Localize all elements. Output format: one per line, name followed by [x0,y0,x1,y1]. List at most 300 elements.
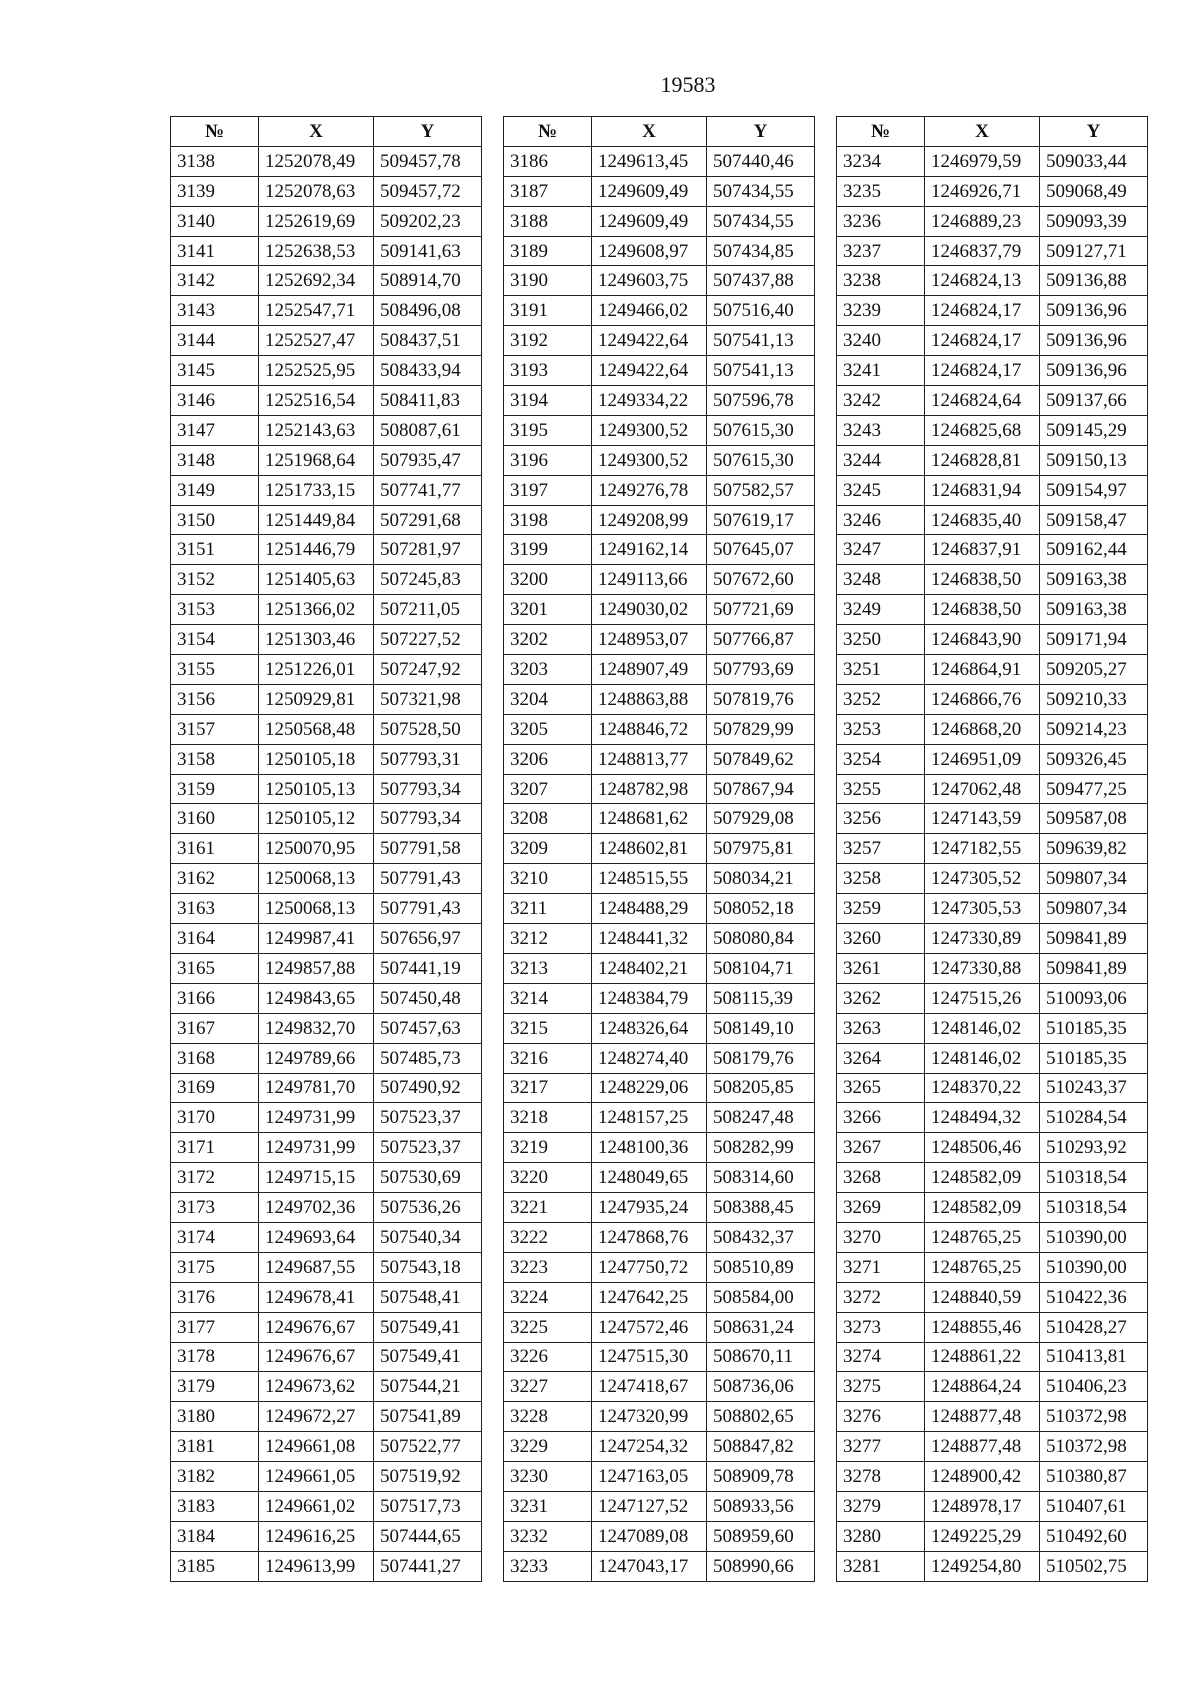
cell-x: 1246824,17 [925,296,1040,326]
cell-x: 1248765,25 [925,1222,1040,1252]
table-header-row [837,117,1148,147]
cell-y: 508584,00 [707,1282,815,1312]
cell-x: 1252078,63 [259,176,374,206]
cell-point-number: 3233 [504,1551,592,1581]
cell-y: 507211,05 [374,595,482,625]
cell-point-number: 3164 [171,924,259,954]
cell-point-number: 3226 [504,1342,592,1372]
table-row [837,714,1148,744]
cell-point-number: 3252 [837,684,925,714]
table-row [837,1432,1148,1462]
table-row [504,1193,815,1223]
table-row [504,1491,815,1521]
cell-x: 1246979,59 [925,146,1040,176]
cell-y: 507791,43 [374,894,482,924]
table-row [837,565,1148,595]
cell-y: 509807,34 [1040,894,1148,924]
cell-y: 507522,77 [374,1432,482,1462]
cell-point-number: 3162 [171,864,259,894]
table-row [504,1312,815,1342]
table-row [504,625,815,655]
cell-y: 507596,78 [707,386,815,416]
cell-x: 1250068,13 [259,864,374,894]
cell-x: 1247043,17 [592,1551,707,1581]
cell-x: 1249693,64 [259,1222,374,1252]
table-row [837,1342,1148,1372]
cell-y: 509477,25 [1040,774,1148,804]
cell-point-number: 3215 [504,1013,592,1043]
cell-x: 1249609,49 [592,206,707,236]
cell-y: 508933,56 [707,1491,815,1521]
table-row [171,1282,482,1312]
cell-y: 507437,88 [707,266,815,296]
cell-y: 510185,35 [1040,1043,1148,1073]
table-row [504,176,815,206]
table-row [504,804,815,834]
cell-y: 507444,65 [374,1521,482,1551]
cell-y: 510372,98 [1040,1402,1148,1432]
cell-x: 1249678,41 [259,1282,374,1312]
table-row [837,1462,1148,1492]
cell-y: 509171,94 [1040,625,1148,655]
cell-x: 1248488,29 [592,894,707,924]
table-row [837,894,1148,924]
cell-x: 1246926,71 [925,176,1040,206]
cell-y: 507935,47 [374,445,482,475]
cell-y: 509136,96 [1040,296,1148,326]
table-row [504,864,815,894]
cell-point-number: 3209 [504,834,592,864]
cell-x: 1251366,02 [259,595,374,625]
cell-point-number: 3263 [837,1013,925,1043]
cell-x: 1246843,90 [925,625,1040,655]
table-header-row [171,117,482,147]
table-row [837,1312,1148,1342]
table-row [837,1222,1148,1252]
cell-x: 1247642,25 [592,1282,707,1312]
table-row [837,1491,1148,1521]
cell-x: 1250929,81 [259,684,374,714]
cell-x: 1248326,64 [592,1013,707,1043]
table-row [837,475,1148,505]
cell-point-number: 3199 [504,535,592,565]
cell-point-number: 3188 [504,206,592,236]
cell-x: 1249162,14 [592,535,707,565]
table-row [504,1342,815,1372]
cell-point-number: 3237 [837,236,925,266]
cell-point-number: 3193 [504,356,592,386]
cell-y: 508990,66 [707,1551,815,1581]
cell-point-number: 3223 [504,1252,592,1282]
cell-point-number: 3247 [837,535,925,565]
cell-y: 507291,68 [374,505,482,535]
table-row [171,684,482,714]
table-row [504,1521,815,1551]
cell-y: 508205,85 [707,1073,815,1103]
cell-point-number: 3178 [171,1342,259,1372]
cell-x: 1249731,99 [259,1103,374,1133]
table-row [504,744,815,774]
cell-point-number: 3139 [171,176,259,206]
table-row [171,1372,482,1402]
table-row [504,146,815,176]
cell-y: 507791,43 [374,864,482,894]
cell-y: 507441,27 [374,1551,482,1581]
cell-y: 507434,85 [707,236,815,266]
table-row [504,386,815,416]
cell-x: 1247515,30 [592,1342,707,1372]
cell-point-number: 3246 [837,505,925,535]
cell-point-number: 3276 [837,1402,925,1432]
cell-point-number: 3231 [504,1491,592,1521]
cell-point-number: 3144 [171,326,259,356]
table-row [837,804,1148,834]
cell-y: 507819,76 [707,684,815,714]
cell-point-number: 3256 [837,804,925,834]
cell-point-number: 3259 [837,894,925,924]
cell-point-number: 3146 [171,386,259,416]
table-row [171,655,482,685]
cell-point-number: 3177 [171,1312,259,1342]
column-header-x: X [925,117,1040,147]
cell-y: 508670,11 [707,1342,815,1372]
cell-point-number: 3191 [504,296,592,326]
cell-point-number: 3234 [837,146,925,176]
cell-x: 1246828,81 [925,445,1040,475]
cell-y: 507541,89 [374,1402,482,1432]
table-row [837,924,1148,954]
cell-y: 509202,23 [374,206,482,236]
table-row [837,1252,1148,1282]
cell-x: 1248602,81 [592,834,707,864]
cell-point-number: 3150 [171,505,259,535]
table-row [171,953,482,983]
cell-x: 1250070,95 [259,834,374,864]
table-row [504,595,815,625]
cell-x: 1246868,20 [925,714,1040,744]
cell-point-number: 3183 [171,1491,259,1521]
cell-y: 507434,55 [707,206,815,236]
cell-y: 508631,24 [707,1312,815,1342]
cell-x: 1247572,46 [592,1312,707,1342]
table-row [837,774,1148,804]
cell-y: 509154,97 [1040,475,1148,505]
table-row [171,1462,482,1492]
cell-y: 510428,27 [1040,1312,1148,1342]
cell-x: 1251968,64 [259,445,374,475]
cell-point-number: 3203 [504,655,592,685]
cell-x: 1249300,52 [592,445,707,475]
cell-point-number: 3255 [837,774,925,804]
cell-point-number: 3248 [837,565,925,595]
table-row [171,1402,482,1432]
table-row [837,445,1148,475]
cell-x: 1249422,64 [592,356,707,386]
cell-x: 1248494,32 [925,1103,1040,1133]
cell-point-number: 3208 [504,804,592,834]
cell-y: 507516,40 [707,296,815,326]
table-row [504,983,815,1013]
cell-y: 507793,34 [374,804,482,834]
cell-x: 1251733,15 [259,475,374,505]
cell-point-number: 3153 [171,595,259,625]
table-row [837,1013,1148,1043]
cell-y: 507793,31 [374,744,482,774]
cell-point-number: 3151 [171,535,259,565]
table-row [504,266,815,296]
table-row [171,714,482,744]
cell-y: 510407,61 [1040,1491,1148,1521]
cell-y: 510293,92 [1040,1133,1148,1163]
cell-y: 507457,63 [374,1013,482,1043]
cell-point-number: 3186 [504,146,592,176]
cell-x: 1246837,79 [925,236,1040,266]
cell-y: 508914,70 [374,266,482,296]
table-row [171,505,482,535]
cell-x: 1250068,13 [259,894,374,924]
table-row [171,535,482,565]
cell-y: 509137,66 [1040,386,1148,416]
cell-x: 1249225,29 [925,1521,1040,1551]
cell-x: 1249208,99 [592,505,707,535]
cell-x: 1252547,71 [259,296,374,326]
cell-y: 507656,97 [374,924,482,954]
cell-x: 1247089,08 [592,1521,707,1551]
cell-point-number: 3225 [504,1312,592,1342]
table-row [171,924,482,954]
page-number: 19583 [660,72,716,97]
cell-point-number: 3214 [504,983,592,1013]
table-row [837,415,1148,445]
cell-point-number: 3170 [171,1103,259,1133]
cell-x: 1246824,17 [925,356,1040,386]
table-row [171,445,482,475]
cell-y: 507523,37 [374,1133,482,1163]
cell-point-number: 3155 [171,655,259,685]
cell-y: 509141,63 [374,236,482,266]
table-row [837,655,1148,685]
cell-point-number: 3249 [837,595,925,625]
table-row [837,236,1148,266]
cell-y: 510390,00 [1040,1222,1148,1252]
cell-point-number: 3160 [171,804,259,834]
cell-point-number: 3206 [504,744,592,774]
cell-x: 1248274,40 [592,1043,707,1073]
cell-point-number: 3212 [504,924,592,954]
cell-y: 507530,69 [374,1163,482,1193]
coordinates-table-2 [503,116,815,1582]
cell-point-number: 3269 [837,1193,925,1223]
cell-x: 1248855,46 [925,1312,1040,1342]
table-row [504,206,815,236]
table-row [837,1402,1148,1432]
table-row [504,326,815,356]
cell-x: 1248157,25 [592,1103,707,1133]
table-row [171,146,482,176]
table-row [837,983,1148,1013]
cell-point-number: 3236 [837,206,925,236]
table-row [504,415,815,445]
cell-point-number: 3267 [837,1133,925,1163]
cell-point-number: 3272 [837,1282,925,1312]
cell-x: 1252638,53 [259,236,374,266]
cell-point-number: 3222 [504,1222,592,1252]
cell-point-number: 3228 [504,1402,592,1432]
cell-y: 508959,60 [707,1521,815,1551]
table-row [837,744,1148,774]
cell-x: 1250105,12 [259,804,374,834]
table-row [837,505,1148,535]
cell-y: 507441,19 [374,953,482,983]
cell-y: 509807,34 [1040,864,1148,894]
cell-point-number: 3175 [171,1252,259,1282]
cell-x: 1248978,17 [925,1491,1040,1521]
cell-y: 509205,27 [1040,655,1148,685]
cell-x: 1249715,15 [259,1163,374,1193]
cell-point-number: 3174 [171,1222,259,1252]
table-row [504,1013,815,1043]
cell-y: 508437,51 [374,326,482,356]
cell-x: 1249676,67 [259,1312,374,1342]
cell-x: 1249832,70 [259,1013,374,1043]
cell-x: 1247182,55 [925,834,1040,864]
cell-x: 1248681,62 [592,804,707,834]
cell-x: 1252692,34 [259,266,374,296]
cell-x: 1251405,63 [259,565,374,595]
cell-x: 1248506,46 [925,1133,1040,1163]
cell-y: 510502,75 [1040,1551,1148,1581]
cell-point-number: 3277 [837,1432,925,1462]
table-row [171,415,482,445]
table-row [171,236,482,266]
table-row [504,296,815,326]
table-row [837,356,1148,386]
table-row [837,1372,1148,1402]
cell-y: 507975,81 [707,834,815,864]
table-row [171,296,482,326]
cell-y: 508432,37 [707,1222,815,1252]
table-row [504,894,815,924]
cell-point-number: 3235 [837,176,925,206]
cell-point-number: 3190 [504,266,592,296]
table-row [171,475,482,505]
cell-x: 1248782,98 [592,774,707,804]
cell-point-number: 3158 [171,744,259,774]
table-row [171,1103,482,1133]
cell-y: 507867,94 [707,774,815,804]
table-row [837,953,1148,983]
cell-y: 509127,71 [1040,236,1148,266]
cell-point-number: 3192 [504,326,592,356]
cell-y: 510380,87 [1040,1462,1148,1492]
cell-point-number: 3216 [504,1043,592,1073]
cell-point-number: 3253 [837,714,925,744]
cell-x: 1246889,23 [925,206,1040,236]
cell-y: 508388,45 [707,1193,815,1223]
table-row [171,1193,482,1223]
table-row [837,535,1148,565]
cell-x: 1246838,50 [925,565,1040,595]
cell-y: 507829,99 [707,714,815,744]
column-header-y: Y [707,117,815,147]
cell-x: 1249702,36 [259,1193,374,1223]
cell-x: 1249616,25 [259,1521,374,1551]
cell-y: 507281,97 [374,535,482,565]
cell-x: 1247750,72 [592,1252,707,1282]
cell-x: 1246864,91 [925,655,1040,685]
cell-y: 509150,13 [1040,445,1148,475]
cell-x: 1249661,05 [259,1462,374,1492]
column-header-x: X [259,117,374,147]
table-row [837,176,1148,206]
cell-point-number: 3271 [837,1252,925,1282]
cell-x: 1252527,47 [259,326,374,356]
table-row [171,176,482,206]
cell-y: 508496,08 [374,296,482,326]
table-row [171,565,482,595]
cell-point-number: 3205 [504,714,592,744]
cell-y: 507245,83 [374,565,482,595]
table-row [171,894,482,924]
cell-x: 1249334,22 [592,386,707,416]
cell-point-number: 3224 [504,1282,592,1312]
cell-x: 1248146,02 [925,1043,1040,1073]
cell-y: 510318,54 [1040,1193,1148,1223]
table-row [171,1342,482,1372]
table-row [504,475,815,505]
column-header-number: № [837,117,925,147]
column-header-y: Y [1040,117,1148,147]
cell-point-number: 3250 [837,625,925,655]
cell-y: 509841,89 [1040,924,1148,954]
table-header-row [504,117,815,147]
cell-y: 509457,78 [374,146,482,176]
cell-x: 1246838,50 [925,595,1040,625]
cell-point-number: 3182 [171,1462,259,1492]
cell-y: 507721,69 [707,595,815,625]
table-row [504,356,815,386]
cell-y: 507549,41 [374,1312,482,1342]
cell-point-number: 3157 [171,714,259,744]
cell-point-number: 3196 [504,445,592,475]
cell-y: 507321,98 [374,684,482,714]
cell-x: 1248100,36 [592,1133,707,1163]
cell-point-number: 3197 [504,475,592,505]
table-row [171,983,482,1013]
cell-point-number: 3173 [171,1193,259,1223]
cell-x: 1249254,80 [925,1551,1040,1581]
cell-y: 508847,82 [707,1432,815,1462]
column-header-y: Y [374,117,482,147]
cell-x: 1246835,40 [925,505,1040,535]
cell-y: 507519,92 [374,1462,482,1492]
cell-point-number: 3163 [171,894,259,924]
cell-point-number: 3240 [837,326,925,356]
cell-x: 1247320,99 [592,1402,707,1432]
cell-y: 507929,08 [707,804,815,834]
cell-point-number: 3227 [504,1372,592,1402]
table-row [171,744,482,774]
cell-point-number: 3218 [504,1103,592,1133]
cell-point-number: 3198 [504,505,592,535]
table-row [837,684,1148,714]
table-row [504,1222,815,1252]
column-header-number: № [504,117,592,147]
table-row [171,266,482,296]
cell-point-number: 3161 [171,834,259,864]
cell-x: 1249030,02 [592,595,707,625]
table-row [504,1252,815,1282]
